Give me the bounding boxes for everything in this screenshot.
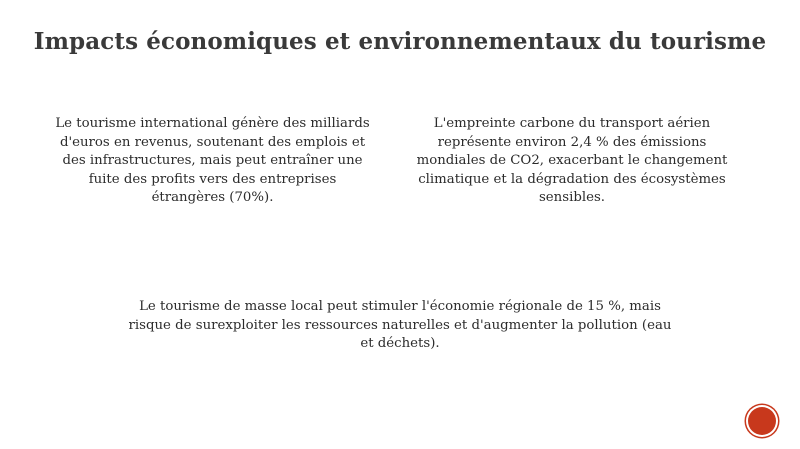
carbon-footprint-text: L'empreinte carbone du transport aérien représente environ 2,4 % des émissions mondiales de CO2, exacerbant le changement climatique et la dégradation des écosystèmes sensibles. [416,116,728,205]
next-slide-button[interactable] [748,407,776,435]
slide-title: Impacts économiques et environnementaux du tourisme [33,28,767,55]
mass-tourism-text: Le tourisme de masse local peut stimuler l'économie régionale de 15 %, mais risque de surexploiter les ressources naturelles et d'augmenter la pollution (eau et déchets). [128,299,672,351]
economic-impact-text: Le tourisme international génère des milliards d'euros en revenus, soutenant des emplois et des infrastructures, mais peut entraîner une fuite des profits vers des entreprises étrangères (70%). [55,116,370,205]
